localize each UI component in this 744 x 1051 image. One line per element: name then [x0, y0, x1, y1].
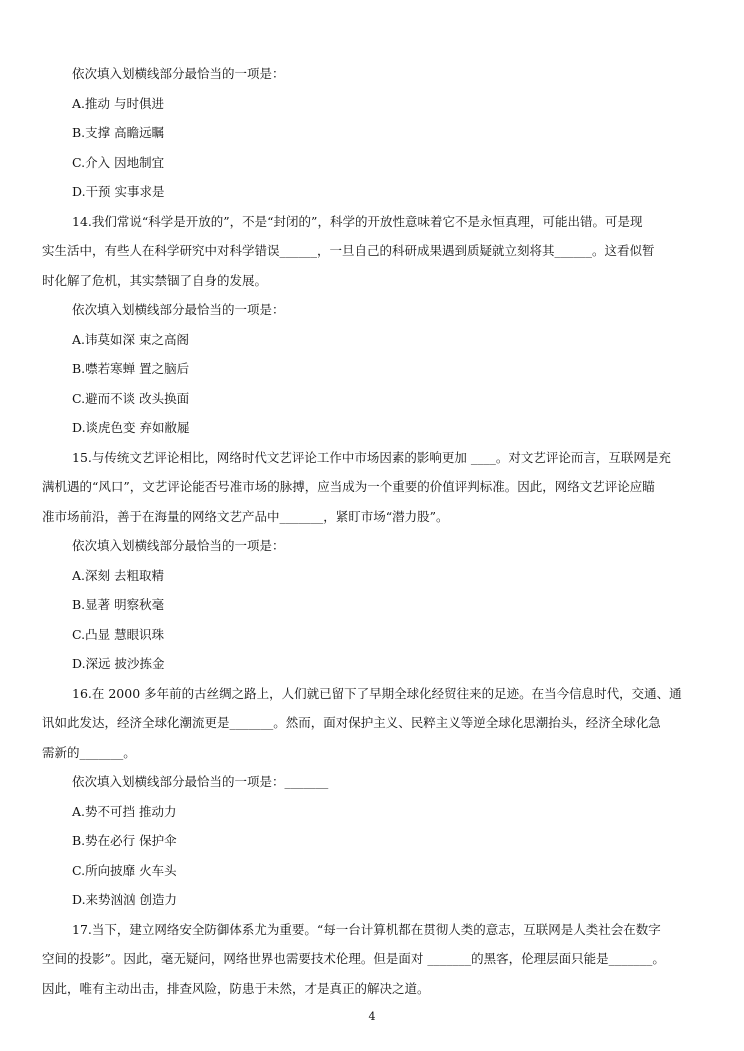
question-line: 时化解了危机，其实禁锢了自身的发展。	[42, 273, 268, 288]
answer-option: D.谈虎色变 弃如敝屣	[72, 420, 190, 435]
answer-option: C.所向披靡 火车头	[72, 863, 177, 878]
answer-option: B.显著 明察秋毫	[72, 597, 165, 612]
question-line: 14.我们常说“科学是开放的”，不是“封闭的”，科学的开放性意味着它不是永恒真理，可能出错。可是现	[72, 214, 643, 229]
answer-option: B.支撑 高瞻远瞩	[72, 125, 165, 140]
question-line: 需新的_______。	[42, 745, 136, 760]
answer-option: B.噤若寒蝉 置之脑后	[72, 361, 190, 376]
answer-option: A.势不可挡 推动力	[72, 804, 177, 819]
question-line: 实生活中，有些人在科学研究中对科学错误______，一旦自己的科研成果遇到质疑就立刻将其______。这看似暂	[42, 243, 655, 258]
answer-option: D.深远 披沙拣金	[72, 656, 165, 671]
answer-option: C.凸显 慧眼识珠	[72, 627, 165, 642]
question-prompt: 依次填入划横线部分最恰当的一项是：	[72, 302, 285, 317]
question-line: 空间的投影”。因此，毫无疑问，网络世界也需要技术伦理。但是面对 _______的黑客，伦理层面只能是_______。	[42, 951, 665, 966]
answer-option: A.推动 与时俱进	[72, 96, 164, 111]
question-line: 准市场前沿，善于在海量的网络文艺产品中_______，紧盯市场“潜力股”。	[42, 509, 449, 524]
answer-option: A.深刻 去粗取精	[72, 568, 164, 583]
answer-option: A.讳莫如深 束之高阁	[72, 332, 189, 347]
answer-option: D.干预 实事求是	[72, 184, 165, 199]
answer-option: C.介入 因地制宜	[72, 155, 165, 170]
page-number: 4	[368, 1010, 376, 1023]
question-line: 17.当下，建立网络安全防御体系尤为重要。“每一台计算机都在贯彻人类的意志，互联网是人类社会在数字	[72, 922, 661, 937]
question-line: 讯如此发达，经济全球化潮流更是_______。然而，面对保护主义、民粹主义等逆全球化思潮抬头，经济全球化急	[42, 715, 661, 730]
question-prompt: 依次填入划横线部分最恰当的一项是：	[72, 538, 285, 553]
question-prompt: 依次填入划横线部分最恰当的一项是：_______	[72, 774, 329, 789]
answer-option: C.避而不谈 改头换面	[72, 391, 190, 406]
question-line: 因此，唯有主动出击，排查风险，防患于未然，才是真正的解决之道。	[42, 981, 430, 996]
question-line: 15.与传统文艺评论相比，网络时代文艺评论工作中市场因素的影响更加 ____。对文艺评论而言，互联网是充	[72, 450, 671, 465]
question-line: 满机遇的“风口”，文艺评论能否号准市场的脉搏，应当成为一个重要的价值评判标准。因此，网络文艺评论应瞄	[42, 479, 655, 494]
question-prompt: 依次填入划横线部分最恰当的一项是：	[72, 66, 285, 81]
question-line: 16.在 2000 多年前的古丝绸之路上，人们就已留下了早期全球化经贸往来的足迹。在当今信息时代，交通、通	[72, 686, 682, 701]
answer-option: B.势在必行 保护伞	[72, 833, 177, 848]
answer-option: D.来势汹汹 创造力	[72, 892, 178, 907]
